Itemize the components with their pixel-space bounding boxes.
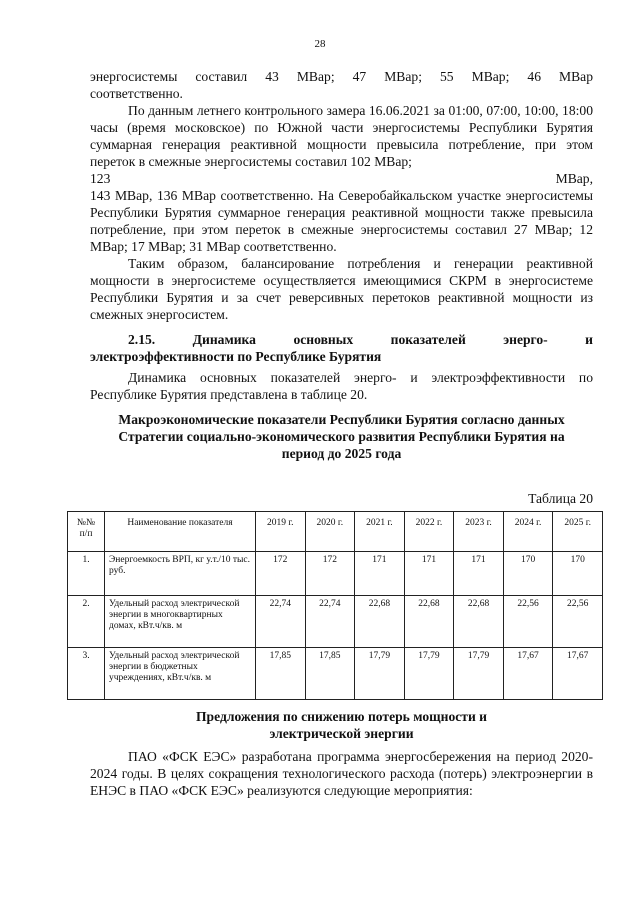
- header-year-2020: 2020 г.: [305, 512, 355, 552]
- paragraph-2-break-line: [90, 170, 593, 187]
- row-index: 2.: [68, 596, 105, 648]
- row-value: 171: [404, 552, 454, 596]
- proposals-heading-line-2: электрической энергии: [269, 726, 414, 741]
- header-indicator-name: Наименование показателя: [105, 512, 256, 552]
- section-heading-line-1: 2.15. Динамика основных показателей энерго- и: [128, 332, 593, 347]
- header-number: №№ п/п: [68, 512, 105, 552]
- row-value: 17,85: [256, 648, 306, 700]
- row-value: 22,68: [404, 596, 454, 648]
- row-index: 1.: [68, 552, 105, 596]
- header-year-2022: 2022 г.: [404, 512, 454, 552]
- paragraph-1-line-2: соответственно.: [90, 86, 183, 101]
- row-value: 22,68: [355, 596, 405, 648]
- paragraph-2-continued: 143 МВар, 136 МВар соответственно. На Северобайкальском участке энергосистемы Республики Бурятия суммарное генерация реактивной мощности также превысила потребление, при этом переток в смежные энергосистемы составил 27 МВар; 12 МВар; 17 МВар; 31 МВар соответственно.: [90, 188, 593, 254]
- paragraph-5: ПАО «ФСК ЕЭС» разработана программа энергосбережения на период 2020-2024 годы. В целях сокращения технологического расхода (потерь) электроэнергии в ЕНЭС в ПАО «ФСК ЕЭС» реализуются следующие мероприятия:: [90, 749, 593, 798]
- table-row: [68, 648, 603, 700]
- paragraph-1-line-1: энергосистемы составил 43 МВар; 47 МВар; 55 МВар; 46 МВар: [90, 69, 593, 84]
- section-heading-line-2: электроэффективности по Республике Бурятия: [90, 349, 382, 364]
- row-value: 170: [503, 552, 553, 596]
- row-name: Энергоемкость ВРП, кг у.т./10 тыс. руб.: [105, 552, 256, 596]
- paragraph-2: По данным летнего контрольного замера 16.06.2021 за 01:00, 07:00, 10:00, 18:00 часы (время московское) по Южной части энергосистемы Республики Бурятия суммарная генерация реактивной мощности превысила потребление, при этом переток в смежные энергосистемы составил 102 МВар;: [90, 103, 593, 169]
- row-value: 17,67: [503, 648, 553, 700]
- row-value: 22,56: [553, 596, 603, 648]
- table-row: [68, 596, 603, 648]
- paragraph-2-unit: МВар,: [555, 171, 593, 186]
- text-block-top: [90, 68, 593, 462]
- row-value: 22,74: [256, 596, 306, 648]
- row-value: 17,79: [355, 648, 405, 700]
- indicators-table: [67, 511, 603, 700]
- page-number: 28: [314, 38, 326, 50]
- table-caption: Таблица 20: [528, 491, 593, 506]
- row-value: 22,56: [503, 596, 553, 648]
- row-value: 172: [256, 552, 306, 596]
- proposals-heading-line-1: Предложения по снижению потерь мощности и: [195, 709, 488, 724]
- row-name: Удельный расход электрической энергии в многоквартирных домах, кВт.ч/кв. м: [105, 596, 256, 648]
- row-value: 17,85: [305, 648, 355, 700]
- header-year-2023: 2023 г.: [454, 512, 504, 552]
- row-value: 22,74: [305, 596, 355, 648]
- row-value: 171: [355, 552, 405, 596]
- header-year-2019: 2019 г.: [256, 512, 306, 552]
- row-name: Удельный расход электрической энергии в бюджетных учреждениях, кВт.ч/кв. м: [105, 648, 256, 700]
- row-value: 17,79: [454, 648, 504, 700]
- paragraph-4: Динамика основных показателей энерго- и электроэффективности по Республике Бурятия представлена в таблице 20.: [90, 370, 593, 402]
- row-index: 3.: [68, 648, 105, 700]
- text-block-bottom: [90, 708, 593, 799]
- row-value: 17,67: [553, 648, 603, 700]
- row-value: 171: [454, 552, 504, 596]
- paragraph-2-value: 123: [90, 171, 111, 186]
- row-value: 17,79: [404, 648, 454, 700]
- table-title: Макроэкономические показатели Республики Бурятия согласно данных Стратегии социально-экономического развития Республики Бурятия на период до 2025 года: [118, 412, 565, 461]
- table-header-row: [68, 512, 603, 552]
- header-year-2021: 2021 г.: [355, 512, 405, 552]
- row-value: 22,68: [454, 596, 504, 648]
- header-year-2025: 2025 г.: [553, 512, 603, 552]
- row-value: 172: [305, 552, 355, 596]
- row-value: 170: [553, 552, 603, 596]
- table-row: [68, 552, 603, 596]
- paragraph-3: Таким образом, балансирование потребления и генерации реактивной мощности в энергосистеме осуществляется имеющимися СКРМ в энергосистеме Республики Бурятия и за счет реверсивных перетоков реактивной мощности из смежных энергосистем.: [90, 256, 593, 322]
- header-year-2024: 2024 г.: [503, 512, 553, 552]
